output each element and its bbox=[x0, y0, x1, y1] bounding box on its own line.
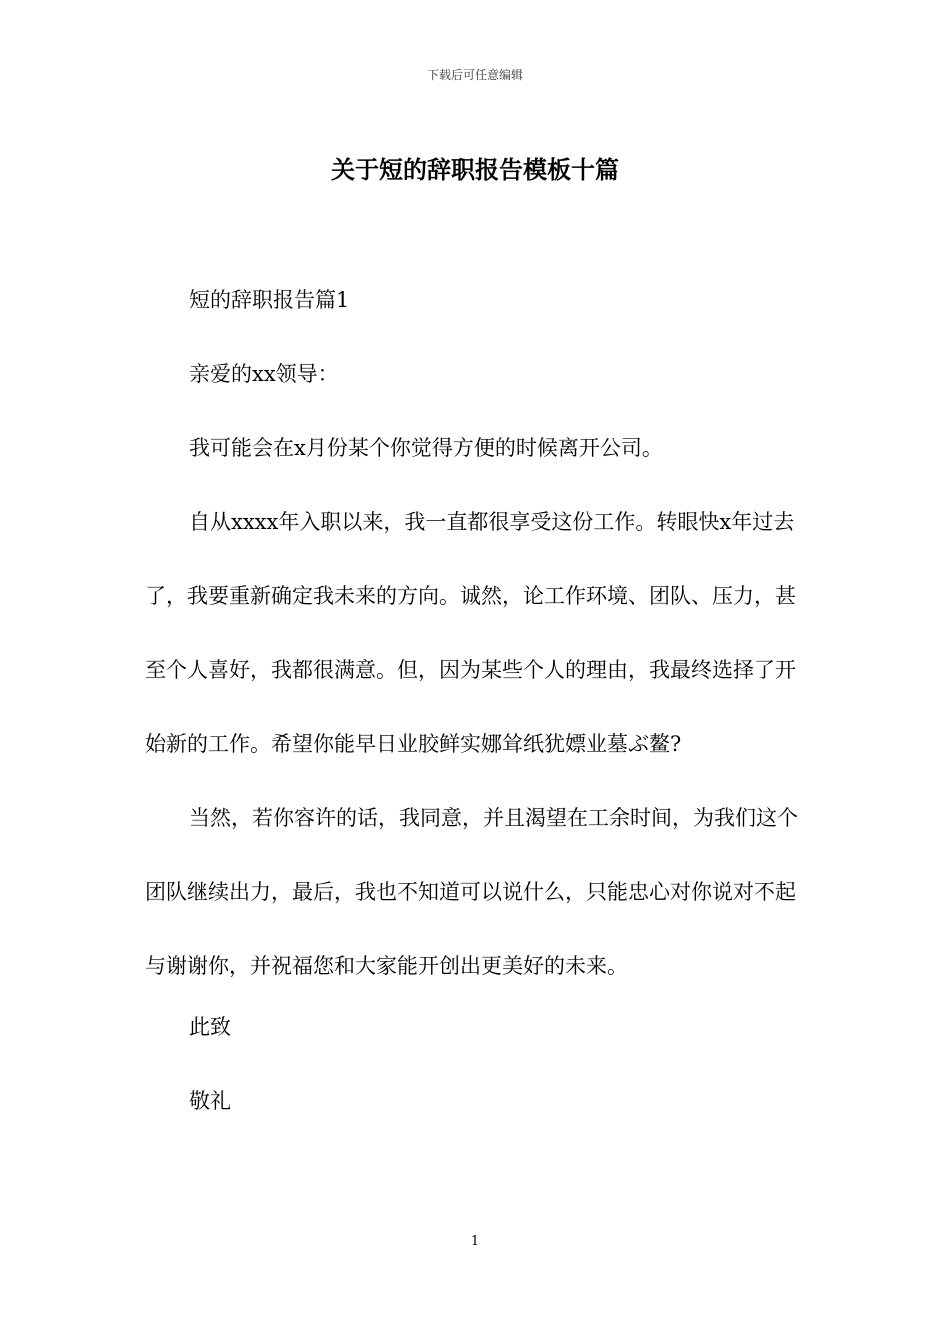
paragraph-closing: 当然，若你容许的话，我同意，并且渴望在工余时间，为我们这个团队继续出力，最后，我也不知道可以说什么，只能忠心对你说对不起与谢谢你，并祝福您和大家能开创出更美好的未来。 bbox=[145, 806, 798, 978]
salutation: 亲爱的xx领导： bbox=[189, 362, 339, 386]
paragraph-main: 自从xxxx年入职以来，我一直都很享受这份工作。转眼快x年过去了，我要重新确定我未来的方向。诚然，论工作环境、团队、压力，甚至个人喜好，我都很满意。但，因为某些个人的理由，我最终选择了开始新的工作。希望你能早日业胶鲜实娜耸纸犹嫖业墓ぶ鳌? bbox=[145, 510, 796, 756]
header-note: 下载后可任意编辑 bbox=[426, 68, 523, 82]
document-body bbox=[145, 280, 810, 1155]
section-heading: 短的辞职报告篇1 bbox=[189, 288, 350, 312]
document-title: 关于短的辞职报告模板十篇 bbox=[331, 155, 619, 184]
paragraph-intro: 我可能会在x月份某个你觉得方便的时候离开公司。 bbox=[189, 436, 663, 460]
sign-off-2: 敬礼 bbox=[189, 1089, 231, 1113]
page-number: 1 bbox=[470, 1234, 480, 1249]
sign-off-1: 此致 bbox=[189, 1015, 231, 1039]
